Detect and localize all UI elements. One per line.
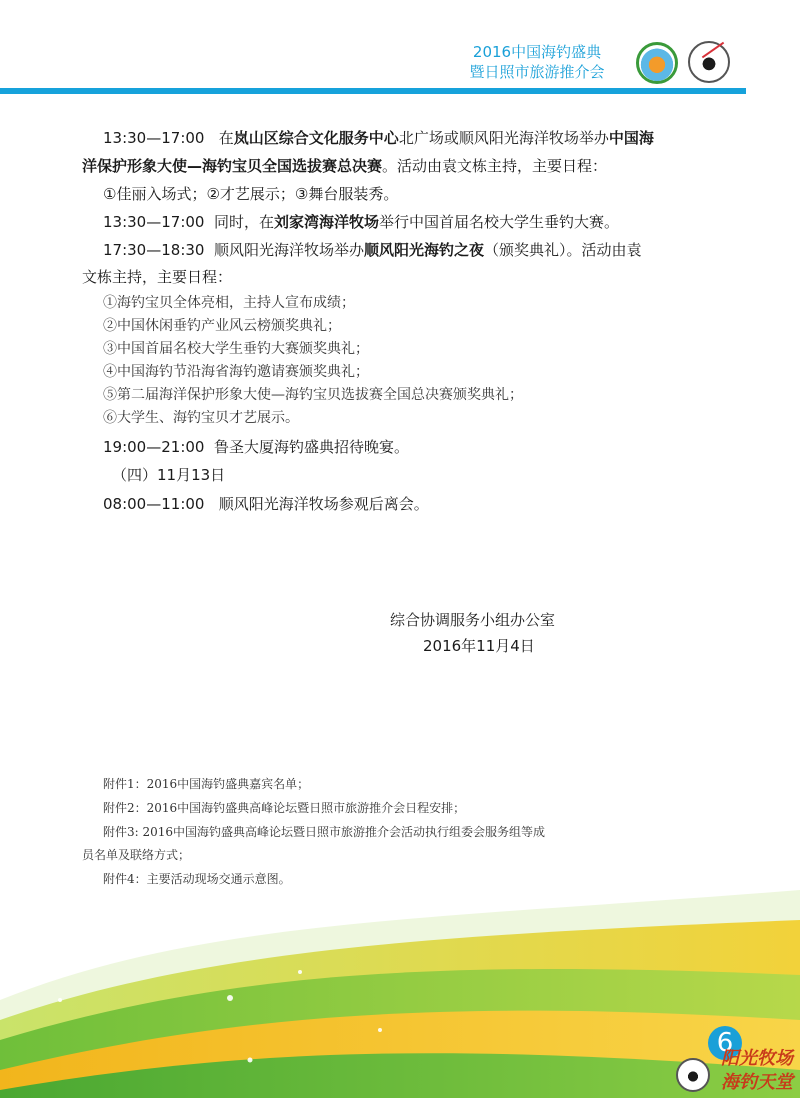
schedule-line <box>103 437 409 457</box>
time-range: 17:30—18:30 <box>103 241 205 259</box>
event-bold: 洋保护形象大使—海钓宝贝全国选拔赛总决赛 <box>82 157 383 175</box>
time-range: 13:30—17:00 <box>103 213 205 231</box>
text: （颁奖典礼）。活动由袁 <box>484 241 642 259</box>
slogan-line2: 海钓天堂 <box>721 1072 793 1093</box>
text: 鲁圣大厦海钓盛典招待晚宴。 <box>214 438 410 456</box>
agenda-item: ④中国海钓节沿海省海钓邀请赛颁奖典礼； <box>103 364 369 380</box>
text: 顺风阳光海洋牧场参观后离会。 <box>218 495 429 513</box>
agenda-item: ⑤第二届海洋保护形象大使—海钓宝贝选拔赛全国总决赛颁奖典礼； <box>103 387 523 403</box>
agenda-item: ⑥大学生、海钓宝贝才艺展示。 <box>103 410 299 426</box>
header-title-line2: 暨日照市旅游推介会 <box>469 63 605 81</box>
header-title <box>452 42 622 82</box>
slogan-line1: 阳光牧场 <box>721 1048 793 1069</box>
schedule-line: 文栋主持，主要日程： <box>82 268 233 286</box>
agenda-item: ②中国休闲垂钓产业风云榜颁奖典礼； <box>103 318 341 334</box>
venue-bold: 岚山区综合文化服务中心 <box>233 129 399 147</box>
signature-date: 2016年11月4日 <box>423 637 535 655</box>
text: 北广场或顺风阳光海洋牧场举办 <box>398 129 609 147</box>
schedule-line <box>82 156 607 176</box>
text: 。活动由袁文栋主持，主要日程： <box>382 157 608 175</box>
attachment-item: 附件3: 2016中国海钓盛典高峰论坛暨日照市旅游推介会活动执行组委会服务组等成 <box>103 825 546 839</box>
fishing-club-logo-icon <box>688 41 730 83</box>
signature-org: 综合协调服务小组办公室 <box>390 611 556 629</box>
text: 顺风阳光海洋牧场举办 <box>214 241 365 259</box>
event-bold: 中国海 <box>608 129 654 147</box>
text: 在 <box>218 129 234 147</box>
fishing-club-logo-icon <box>676 1058 710 1092</box>
time-range: 08:00—11:00 <box>103 495 205 513</box>
schedule-line <box>103 212 619 232</box>
attachment-item: 附件4：主要活动现场交通示意图。 <box>103 872 291 886</box>
text: 举行中国首届名校大学生垂钓大赛。 <box>379 213 620 231</box>
time-range: 13:30—17:00 <box>103 129 205 147</box>
event-bold: 顺风阳光海钓之夜 <box>364 241 485 259</box>
attachment-item: 附件1：2016中国海钓盛典嘉宾名单； <box>103 777 310 791</box>
schedule-line <box>103 128 654 148</box>
schedule-line <box>103 494 429 514</box>
time-range: 19:00—21:00 <box>103 438 205 456</box>
attachment-item: 附件2：2016中国海钓盛典高峰论坛暨日照市旅游推介会日程安排； <box>103 801 466 815</box>
header-divider <box>0 88 746 94</box>
text: 同时，在 <box>214 213 275 231</box>
header-title-line1: 2016中国海钓盛典 <box>472 43 602 61</box>
agenda-item: ①海钓宝贝全体亮相，主持人宣布成绩； <box>103 295 355 311</box>
section-heading: （四）11月13日 <box>112 466 226 484</box>
venue-bold: 刘家湾海洋牧场 <box>274 213 380 231</box>
attachment-item: 员名单及联络方式； <box>82 848 191 862</box>
schedule-line <box>103 240 642 260</box>
fishing-festival-logo-icon <box>636 42 678 84</box>
schedule-line: ①佳丽入场式；②才艺展示；③舞台服装秀。 <box>103 185 399 203</box>
page-number: 6 <box>708 1026 742 1060</box>
agenda-item: ③中国首届名校大学生垂钓大赛颁奖典礼； <box>103 341 369 357</box>
